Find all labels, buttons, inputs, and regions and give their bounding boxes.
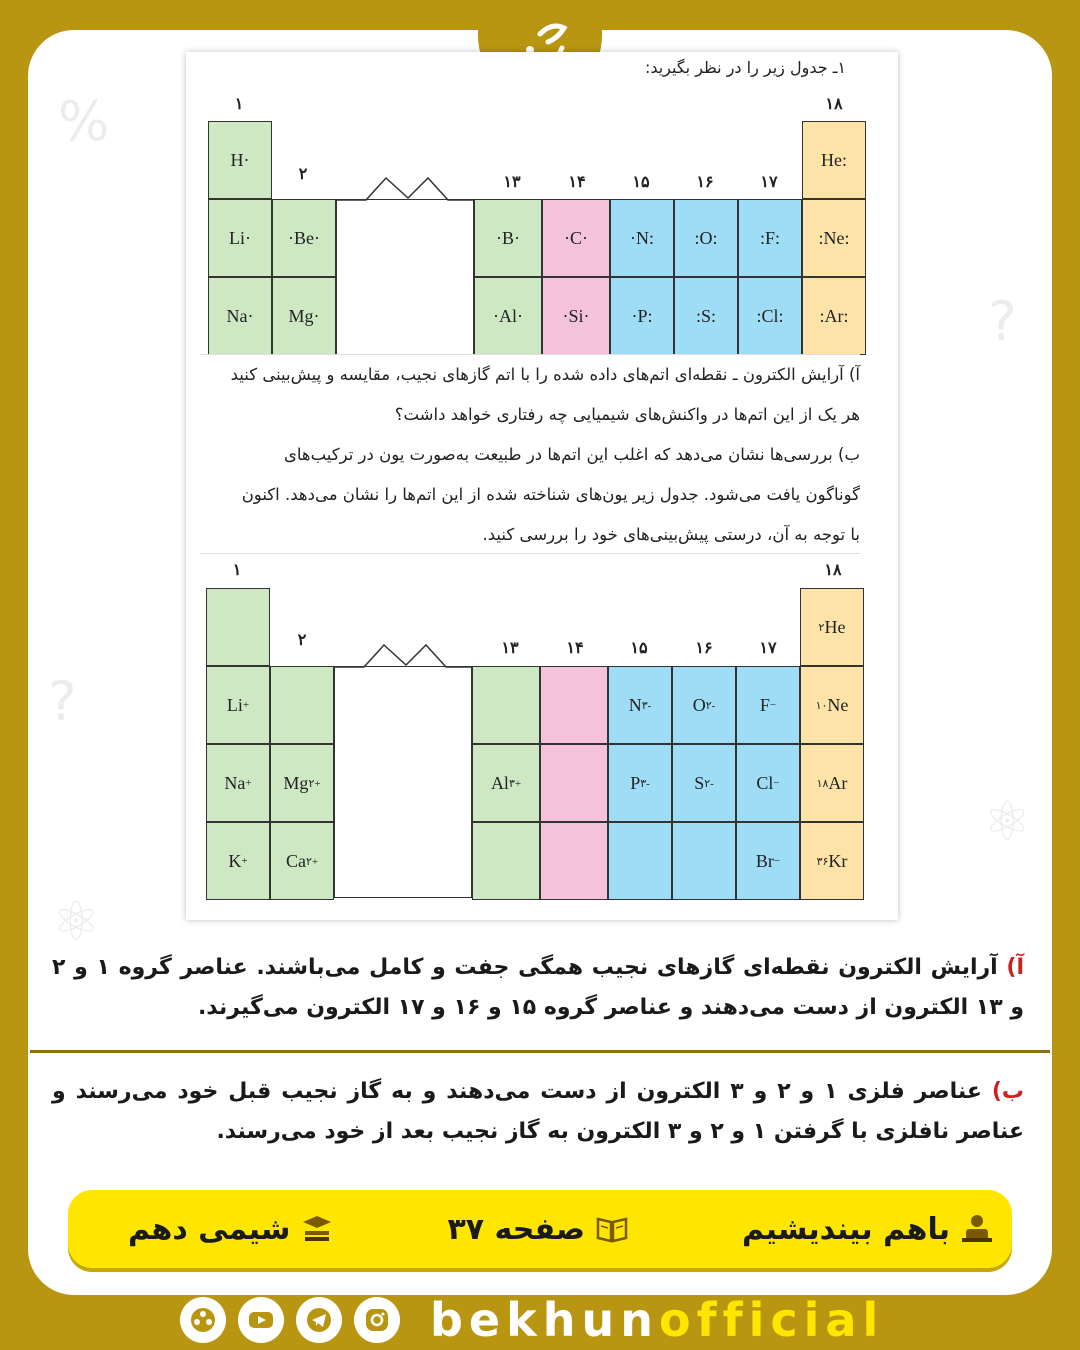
t1-group-13: ۱۳ xyxy=(503,172,521,191)
teacher-icon xyxy=(960,1212,994,1246)
t1-cell-N: ·N: xyxy=(610,199,674,277)
youtube-icon[interactable] xyxy=(238,1297,284,1343)
textbook-excerpt xyxy=(186,52,898,920)
paragraph-line: گوناگون یافت می‌شود. جدول زیر یون‌های شناخته شده از این اتم‌ها را نشان می‌دهد. اکنون xyxy=(241,485,860,504)
paragraph-line: ب) بررسی‌ها نشان می‌دهد که اغلب این اتم‌ها در طبیعت به‌صورت یون در ترکیب‌های xyxy=(283,445,860,464)
t2-cell-group14-empty xyxy=(540,666,608,744)
t1-cell-B: ·B· xyxy=(474,199,542,277)
paragraph-line: هر یک از این اتم‌ها در واکنش‌های شیمیایی چه رفتاری خواهد داشت؟ xyxy=(394,405,860,424)
t2-cell-group13-empty xyxy=(472,666,540,744)
brand-part-2: official xyxy=(658,1293,885,1347)
t2-cell-Na: Na + xyxy=(206,744,270,822)
atom-doodle-icon: ⚛ xyxy=(983,790,1032,853)
t1-cell-Be: ·Be· xyxy=(272,199,336,277)
t2-cell-F: F − xyxy=(736,666,800,744)
t2-cell-K: K + xyxy=(206,822,270,900)
paragraph-line: آ) آرایش الکترون ـ نقطه‌ای اتم‌های داده شده را با اتم گازهای نجیب، مقایسه و پیش‌بینی کنید xyxy=(230,365,860,384)
t2-cell-S: S ۲- xyxy=(672,744,736,822)
question-header: ۱ـ جدول زیر را در نظر بگیرید: xyxy=(644,58,846,77)
t1-cell-F: :F: xyxy=(738,199,802,277)
topic-label: باهم بیندیشیم xyxy=(742,1211,950,1247)
t2-group-16: ۱۶ xyxy=(695,638,713,657)
t1-cell-Al: ·Al· xyxy=(474,277,542,355)
t1-group-18: ۱۸ xyxy=(825,94,843,113)
graduation-books-icon xyxy=(300,1212,334,1246)
t1-cell-Ne: :Ne: xyxy=(802,199,866,277)
t2-group-18: ۱۸ xyxy=(824,560,842,579)
t2-cell-Kr: ۳۶ Kr xyxy=(800,822,864,900)
t1-group-14: ۱۴ xyxy=(568,172,586,191)
t1-cell-P: ·P: xyxy=(610,277,674,355)
t1-cell-He: He: xyxy=(802,121,866,199)
film-reel-icon[interactable] xyxy=(180,1297,226,1343)
t1-cell-Li: Li· xyxy=(208,199,272,277)
textbook-paragraph xyxy=(200,354,860,554)
t2-cell-group14-empty xyxy=(540,744,608,822)
t2-cell-Ca: Ca ۲+ xyxy=(270,822,334,900)
answer-b-label: ب) xyxy=(991,1079,1024,1104)
question-doodle-icon: ? xyxy=(988,290,1017,353)
paragraph-line: با توجه به آن، درستی پیش‌بینی‌های خود را بررسی کنید. xyxy=(482,525,860,544)
t2-cell-group1-empty xyxy=(206,588,270,666)
answer-a-text: آرایش الکترون نقطه‌ای گازهای نجیب همگی جفت و کامل می‌باشند. عناصر گروه ۱ و ۲ و ۱۳ الکترون از دست می‌دهند و عناصر گروه ۱۵ و ۱۶ و ۱۷ الکترون می‌گیرند. xyxy=(52,955,1024,1020)
t2-cell-Mg: Mg ۲+ xyxy=(270,744,334,822)
brand-part-1: bekhun xyxy=(430,1293,659,1347)
footer xyxy=(180,1290,900,1350)
answer-b-text: عناصر فلزی ۱ و ۲ و ۳ الکترون از دست می‌دهند و به گاز نجیب قبل خود می‌رسند و عناصر نافلزی با گرفتن ۱ و ۲ و ۳ الکترون به گاز نجیب بعد از خود می‌رسند. xyxy=(52,1079,1024,1144)
t1-group-15: ۱۵ xyxy=(632,172,650,191)
topic-item xyxy=(742,1212,994,1247)
t2-cell-P: P ۳- xyxy=(608,744,672,822)
t2-group-1: ۱ xyxy=(232,560,242,579)
t1-cell-H: H· xyxy=(208,121,272,199)
t1-cell-C: ·C· xyxy=(542,199,610,277)
t1-zigzag-line xyxy=(336,172,474,202)
t2-cell-Br: Br − xyxy=(736,822,800,900)
info-bar xyxy=(68,1190,1012,1268)
page-item xyxy=(447,1212,628,1247)
t2-cell-N: N ۳- xyxy=(608,666,672,744)
telegram-icon[interactable] xyxy=(296,1297,342,1343)
t1-cell-Cl: :Cl: xyxy=(738,277,802,355)
t2-cell-group13-empty xyxy=(472,822,540,900)
t1-group-16: ۱۶ xyxy=(696,172,714,191)
t1-cell-Ar: :Ar: xyxy=(802,277,866,355)
answer-a xyxy=(52,948,1024,1028)
t2-cell-Li: Li + xyxy=(206,666,270,744)
t1-cell-O: :O: xyxy=(674,199,738,277)
t2-cell-group16-empty xyxy=(672,822,736,900)
t2-cell-Cl: Cl − xyxy=(736,744,800,822)
answer-b xyxy=(52,1072,1024,1152)
answer-a-label: آ) xyxy=(1006,955,1024,980)
t2-group-17: ۱۷ xyxy=(759,638,777,657)
t2-group-2: ۲ xyxy=(297,630,307,649)
t2-group-13: ۱۳ xyxy=(501,638,519,657)
section-divider xyxy=(30,1050,1050,1053)
t1-group-1: ۱ xyxy=(234,94,244,113)
t1-group-2: ۲ xyxy=(298,164,308,183)
course-item xyxy=(128,1212,334,1247)
t1-cell-Si: ·Si· xyxy=(542,277,610,355)
course-label: شیمی دهم xyxy=(128,1211,291,1247)
transition-gap xyxy=(336,199,474,355)
page-label: صفحه ۳۷ xyxy=(447,1211,585,1247)
t1-cell-Mg: Mg· xyxy=(272,277,336,355)
t2-cell-group15-empty xyxy=(608,822,672,900)
t2-cell-group2-empty xyxy=(270,666,334,744)
instagram-icon[interactable] xyxy=(354,1297,400,1343)
question-doodle-icon: ? xyxy=(48,670,77,733)
open-book-icon xyxy=(595,1212,629,1246)
t2-cell-Ar: ۱۸ Ar xyxy=(800,744,864,822)
t2-group-15: ۱۵ xyxy=(630,638,648,657)
percent-doodle-icon: % xyxy=(58,90,110,153)
t1-cell-S: :S: xyxy=(674,277,738,355)
t2-cell-group14-empty xyxy=(540,822,608,900)
t2-cell-Ne: ۱۰ Ne xyxy=(800,666,864,744)
t2-cell-O: O ۲- xyxy=(672,666,736,744)
t2-cell-He: ۲ He xyxy=(800,588,864,666)
t2-group-14: ۱۴ xyxy=(566,638,584,657)
t1-cell-Na: Na· xyxy=(208,277,272,355)
transition-gap xyxy=(334,666,472,898)
t2-cell-Al: Al ۳+ xyxy=(472,744,540,822)
brand-handle xyxy=(430,1293,884,1347)
atom-doodle-icon: ⚛ xyxy=(52,890,101,953)
t1-group-17: ۱۷ xyxy=(760,172,778,191)
t2-zigzag-line xyxy=(334,639,472,669)
